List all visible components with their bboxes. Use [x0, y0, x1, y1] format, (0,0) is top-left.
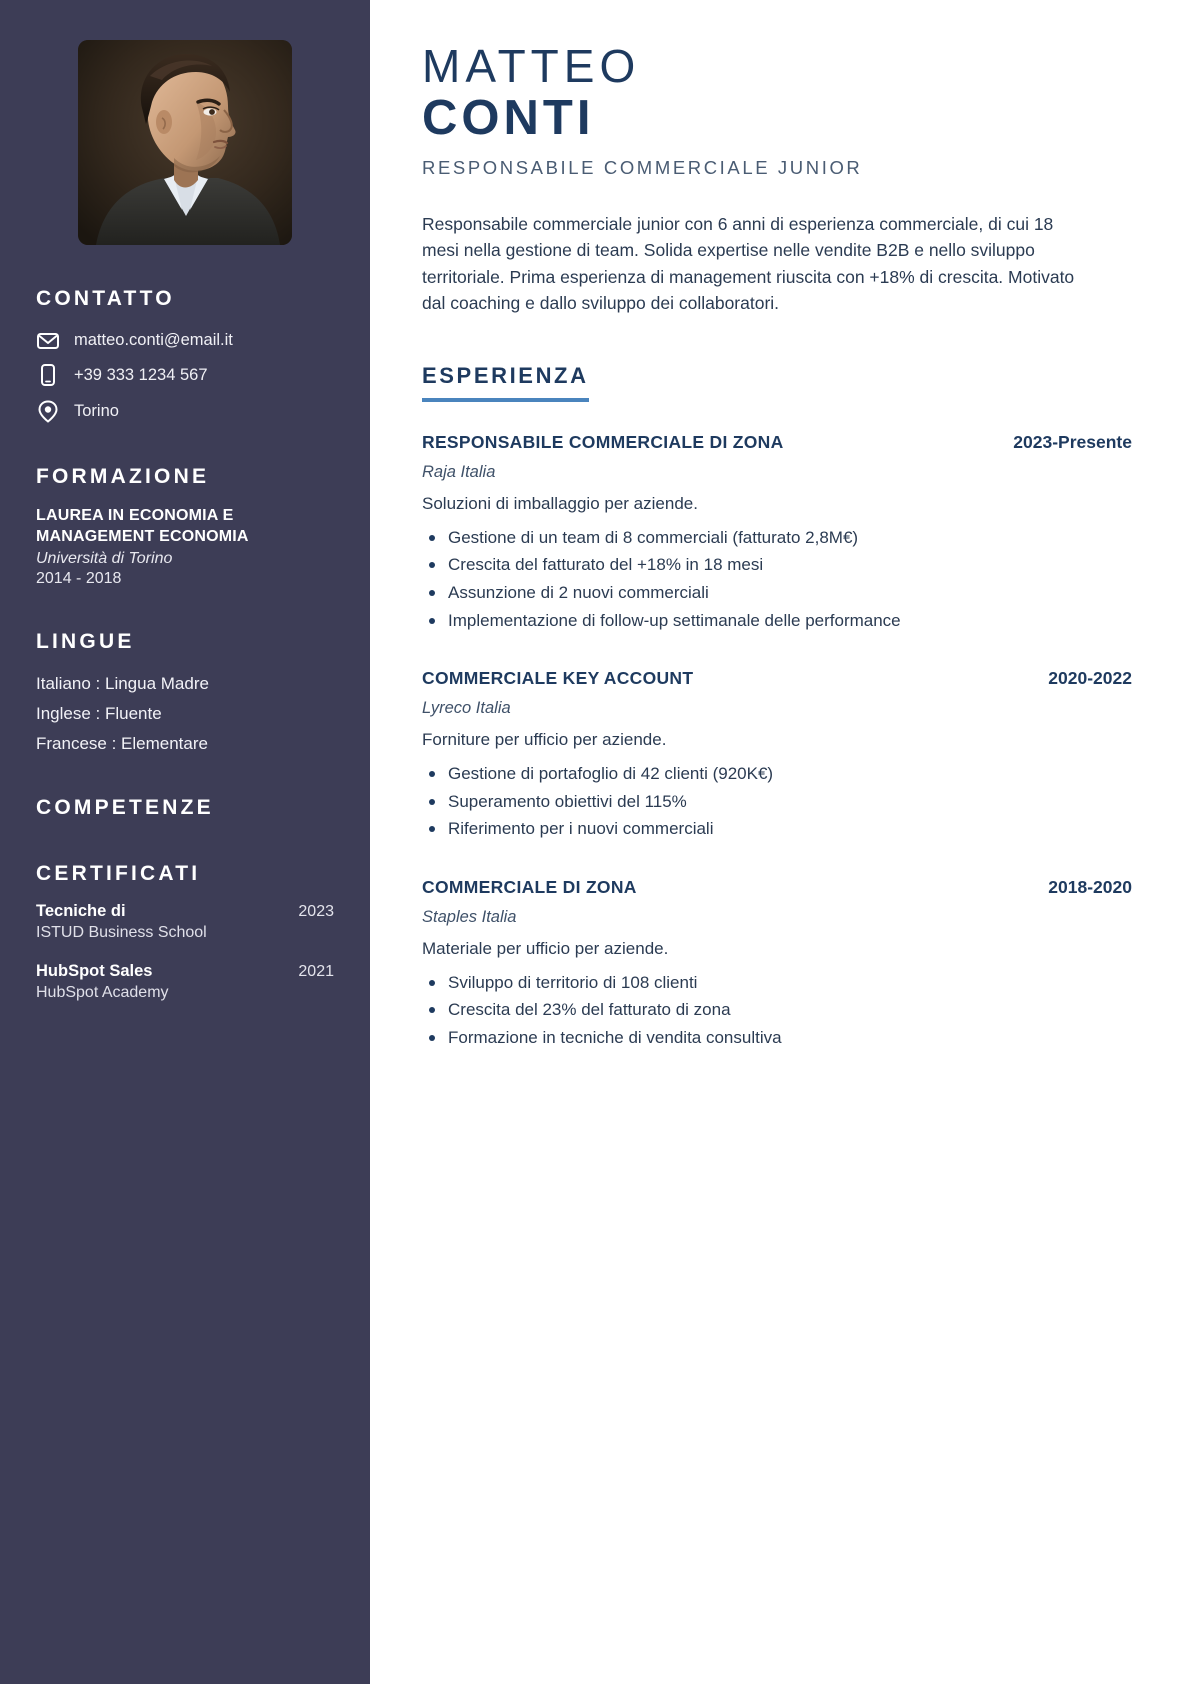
education-item: [36, 505, 334, 588]
contact-item-email[interactable]: [36, 331, 334, 350]
experience-bullets: [422, 760, 1132, 843]
experience-dates: 2018-2020: [1048, 876, 1132, 897]
experience-bullet: Gestione di un team di 8 commerciali (fatturato 2,8M€): [422, 524, 1132, 552]
main-content: [370, 0, 1190, 1684]
experience-company: Staples Italia: [422, 907, 517, 926]
contact-item-phone[interactable]: [36, 364, 334, 386]
experience-bullet: Crescita del fatturato del +18% in 18 mesi: [422, 551, 1132, 579]
job-title: RESPONSABILE COMMERCIALE JUNIOR: [422, 156, 863, 178]
certificate-item: [36, 962, 334, 1002]
language-item: Italiano : Lingua Madre: [36, 674, 209, 694]
certificate-year: 2023: [298, 903, 334, 921]
certificate-organization: ISTUD Business School: [36, 924, 207, 942]
sidebar-heading-skills: COMPETENZE: [36, 796, 214, 820]
experience-company: Raja Italia: [422, 462, 496, 481]
sidebar-heading-certificates: CERTIFICATI: [36, 862, 201, 886]
experience-header: [422, 432, 1132, 453]
profile-summary: Responsabile commerciale junior con 6 anni di esperienza commerciale, di cui 18 mesi nella gestione di team. Solida expertise nelle vendite B2B e nello sviluppo territoriale. Prima esperienza di management riuscita con +18% di crescita. Motivato dal coaching e dallo sviluppo dei collaboratori.: [422, 213, 1075, 314]
experience-item: [422, 668, 1132, 843]
certificate-header: [36, 902, 334, 921]
experience-bullet: Superamento obiettivi del 115%: [422, 788, 1132, 816]
experience-bullet: Gestione di portafoglio di 42 clienti (920K€): [422, 760, 1132, 788]
experience-bullet: Formazione in tecniche di vendita consultiva: [422, 1024, 1132, 1052]
experience-description: Materiale per ufficio per aziende.: [422, 938, 669, 958]
language-item: Francese : Elementare: [36, 734, 208, 754]
envelope-icon: [36, 333, 60, 349]
certificate-year: 2021: [298, 963, 334, 981]
page-title-first-name: MATTEO: [422, 40, 641, 92]
education-degree: LAUREA IN ECONOMIA E MANAGEMENT ECONOMIA: [36, 507, 249, 546]
certificate-name: HubSpot Sales: [36, 962, 153, 981]
experience-bullet: Riferimento per i nuovi commerciali: [422, 815, 1132, 843]
language-item: Inglese : Fluente: [36, 704, 162, 724]
experience-bullet: Implementazione di follow-up settimanale delle performance: [422, 607, 1132, 635]
sidebar: [0, 0, 370, 1684]
profile-photo-wrapper: [36, 40, 334, 245]
experience-role: COMMERCIALE KEY ACCOUNT: [422, 668, 694, 689]
contact-phone-text: +39 333 1234 567: [74, 365, 208, 384]
experience-role: RESPONSABILE COMMERCIALE DI ZONA: [422, 431, 784, 452]
profile-photo: [78, 40, 292, 245]
sidebar-heading-languages: LINGUE: [36, 630, 135, 654]
sidebar-heading-education: FORMAZIONE: [36, 465, 210, 488]
experience-item: [422, 877, 1132, 1052]
contact-email-text: matteo.conti@email.it: [74, 331, 233, 349]
experience-item: [422, 432, 1132, 634]
experience-bullet: Assunzione di 2 nuovi commerciali: [422, 579, 1132, 607]
education-school: Università di Torino: [36, 550, 173, 568]
experience-list: [422, 432, 1132, 1051]
experience-dates: 2023-Presente: [1013, 431, 1132, 452]
experience-role: COMMERCIALE DI ZONA: [422, 876, 637, 897]
portrait-illustration: [78, 40, 292, 245]
contact-item-location[interactable]: [36, 400, 334, 423]
education-years: 2014 - 2018: [36, 570, 122, 588]
experience-header: [422, 877, 1132, 898]
experience-company: Lyreco Italia: [422, 699, 511, 718]
experience-bullet: Sviluppo di territorio di 108 clienti: [422, 969, 1132, 997]
experience-bullets: [422, 969, 1132, 1052]
experience-description: Forniture per ufficio per aziende.: [422, 730, 667, 750]
experience-dates: 2020-2022: [1048, 668, 1132, 689]
section-title-experience: ESPERIENZA: [422, 363, 589, 402]
experience-bullet: Crescita del 23% del fatturato di zona: [422, 996, 1132, 1024]
page-title-last-name: CONTI: [422, 90, 595, 145]
experience-bullets: [422, 524, 1132, 634]
certificate-header: [36, 962, 334, 981]
certificate-organization: HubSpot Academy: [36, 984, 169, 1002]
phone-icon: [36, 364, 60, 386]
certificate-item: [36, 902, 334, 942]
experience-header: [422, 668, 1132, 689]
contact-location-text: Torino: [74, 402, 119, 420]
experience-description: Soluzioni di imballaggio per aziende.: [422, 493, 698, 513]
location-pin-icon: [36, 400, 60, 423]
sidebar-heading-contact: CONTATTO: [36, 287, 175, 310]
certificate-name: Tecniche di: [36, 902, 126, 921]
